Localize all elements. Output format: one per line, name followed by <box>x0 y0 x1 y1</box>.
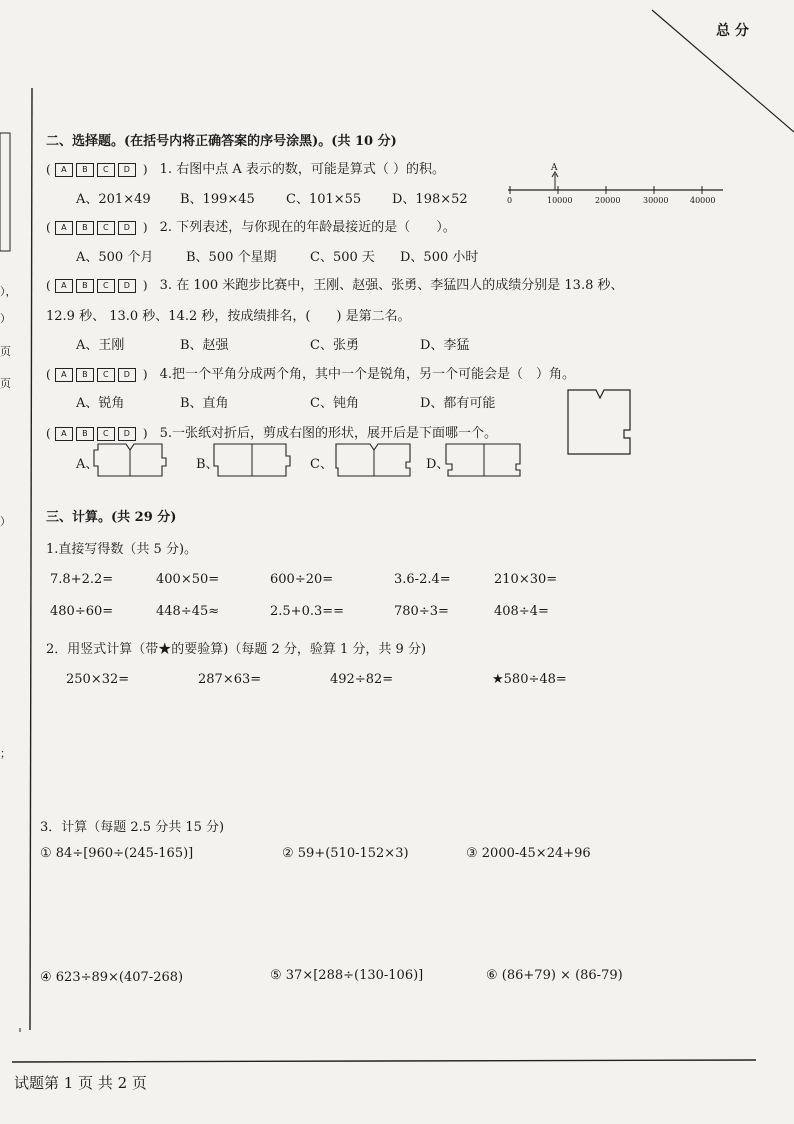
q4-option-a: A、锐角 <box>76 396 125 411</box>
bubble-c[interactable]: C <box>97 279 115 293</box>
bubble-b[interactable]: B <box>76 221 94 235</box>
mental-math-item: 480÷60= <box>50 604 114 619</box>
bubble-a[interactable]: A <box>55 221 73 235</box>
q4-option-d: D、都有可能 <box>420 396 496 411</box>
q5-shape-d <box>444 442 524 480</box>
q5-option-c: C、 <box>310 457 333 472</box>
q5-option-b: B、 <box>196 457 219 472</box>
q3-option-c: C、张勇 <box>310 338 359 353</box>
bubble-c[interactable]: C <box>97 221 115 235</box>
bubble-d[interactable]: D <box>118 368 136 382</box>
bubble-d[interactable]: D <box>118 279 136 293</box>
calc-item: ④ 623÷89×(407-268) <box>40 970 184 985</box>
question-text: 2. 下列表述，与你现在的年龄最接近的是（ ）。 <box>159 220 456 235</box>
q2-option-c: C、500 天 <box>310 250 375 265</box>
section2-title: 二、选择题。(在括号内将正确答案的序号涂黑)。(共 10 分) <box>46 134 397 149</box>
question-4: ( A B C D ) 4.把一个平角分成两个角，其中一个是锐角，另一个可能会是（ ）角。 <box>46 367 576 382</box>
question-text: 5.一张纸对折后，剪成右图的形状，展开后是下面哪一个。 <box>159 426 498 441</box>
margin-mark: 页 <box>0 377 11 390</box>
page-footer: 试题第 1 页 共 2 页 <box>14 1074 147 1092</box>
calc-item: ⑤ 37×[288÷(130-106)] <box>270 968 424 983</box>
calc-item: ③ 2000-45×24+96 <box>466 846 591 861</box>
bubble-c[interactable]: C <box>97 427 115 441</box>
bubble-a[interactable]: A <box>55 427 73 441</box>
question-2: ( A B C D ) 2. 下列表述，与你现在的年龄最接近的是（ ）。 <box>46 220 456 235</box>
mental-math-item: 210×30= <box>494 572 558 587</box>
number-line-tick-label: 20000 <box>595 196 621 205</box>
bubble-d[interactable]: D <box>118 427 136 441</box>
question-3-line2: 12.9 秒、 13.0 秒、14.2 秒，按成绩排名，( ) 是第二名。 <box>46 309 411 324</box>
mental-math-item: 2.5+0.3== <box>270 604 345 619</box>
bubble-c[interactable]: C <box>97 163 115 177</box>
part1-title: 1.直接写得数（共 5 分)。 <box>46 542 198 557</box>
mental-math-item: 3.6-2.4= <box>394 572 451 587</box>
margin-mark: ） <box>0 515 11 528</box>
q5-shape-b <box>212 442 292 480</box>
margin-mark: 页 <box>0 345 11 358</box>
q3-option-a: A、王刚 <box>76 338 125 353</box>
number-line-tick-label: 40000 <box>690 196 716 205</box>
q1-option-c: C、101×55 <box>286 192 362 207</box>
calc-item: ② 59+(510-152×3) <box>282 846 409 861</box>
folded-paper-figure <box>566 388 634 458</box>
q2-option-a: A、500 个月 <box>76 250 154 265</box>
answer-bubbles-q5 <box>55 426 139 441</box>
margin-mark: ； <box>0 747 11 760</box>
answer-bubbles-q3 <box>55 278 139 293</box>
part3-title: 3．计算（每题 2.5 分共 15 分) <box>40 820 225 835</box>
mental-math-item: 408÷4= <box>494 604 549 619</box>
calc-item: ① 84÷[960÷(245-165)] <box>40 846 194 861</box>
question-1: ( A B C D ) 1. 右图中点 A 表示的数，可能是算式（ ）的积。 <box>46 162 445 177</box>
q2-option-d: D、500 小时 <box>400 250 479 265</box>
bubble-a[interactable]: A <box>55 279 73 293</box>
section3-title: 三、计算。(共 29 分) <box>46 510 177 525</box>
vertical-calc-item: 250×32= <box>66 672 130 687</box>
q2-option-b: B、500 个星期 <box>186 250 277 265</box>
question-text: 3. 在 100 米跑步比赛中，王刚、赵强、张勇、李猛四人的成绩分别是 13.8 秒、 <box>159 278 624 293</box>
total-score-label: 总 分 <box>716 23 749 39</box>
vertical-calc-item: 492÷82= <box>330 672 394 687</box>
mental-math-item: 400×50= <box>156 572 220 587</box>
bubble-d[interactable]: D <box>118 221 136 235</box>
answer-bubbles-q2 <box>55 220 139 235</box>
mental-math-item: 600÷20= <box>270 572 334 587</box>
q3-option-d: D、李猛 <box>420 338 470 353</box>
mental-math-item: 448÷45≈ <box>156 604 220 619</box>
bubble-b[interactable]: B <box>76 163 94 177</box>
q4-option-c: C、钝角 <box>310 396 359 411</box>
question-text: 1. 右图中点 A 表示的数，可能是算式（ ）的积。 <box>159 162 445 177</box>
part2-title: 2．用竖式计算（带★的要验算)（每题 2 分，验算 1 分，共 9 分) <box>46 642 427 657</box>
question-5: ( A B C D ) 5.一张纸对折后，剪成右图的形状，展开后是下面哪一个。 <box>46 426 498 441</box>
number-line-point-label: A <box>551 163 558 173</box>
q5-option-a: A、 <box>76 457 99 472</box>
q5-shape-a <box>92 442 168 480</box>
bubble-c[interactable]: C <box>97 368 115 382</box>
q5-option-d: D、 <box>426 457 450 472</box>
q1-option-a: A、201×49 <box>76 192 151 207</box>
margin-mark: ）， <box>0 285 17 298</box>
number-line-tick-label: 10000 <box>547 196 573 205</box>
vertical-calc-item: ★580÷48= <box>492 672 567 687</box>
margin-mark: ） <box>0 312 11 325</box>
bubble-a[interactable]: A <box>55 368 73 382</box>
bubble-a[interactable]: A <box>55 163 73 177</box>
q5-shape-c <box>334 442 414 480</box>
mental-math-item: 780÷3= <box>394 604 449 619</box>
q4-option-b: B、直角 <box>180 396 229 411</box>
number-line-tick-label: 30000 <box>643 196 669 205</box>
q1-option-d: D、198×52 <box>392 192 468 207</box>
bubble-b[interactable]: B <box>76 279 94 293</box>
bubble-b[interactable]: B <box>76 368 94 382</box>
vertical-calc-item: 287×63= <box>198 672 262 687</box>
question-3: ( A B C D ) 3. 在 100 米跑步比赛中，王刚、赵强、张勇、李猛四人的成绩分别是 13.8 秒、 <box>46 278 624 293</box>
bubble-b[interactable]: B <box>76 427 94 441</box>
number-line-tick-label: 0 <box>507 196 513 205</box>
calc-item: ⑥ (86+79) × (86-79) <box>486 968 623 983</box>
bubble-d[interactable]: D <box>118 163 136 177</box>
question-text: 4.把一个平角分成两个角，其中一个是锐角，另一个可能会是（ ）角。 <box>159 367 576 382</box>
mental-math-item: 7.8+2.2= <box>50 572 114 587</box>
q1-option-b: B、199×45 <box>180 192 255 207</box>
q3-option-b: B、赵强 <box>180 338 229 353</box>
answer-bubbles-q1 <box>55 162 139 177</box>
answer-bubbles-q4 <box>55 367 139 382</box>
